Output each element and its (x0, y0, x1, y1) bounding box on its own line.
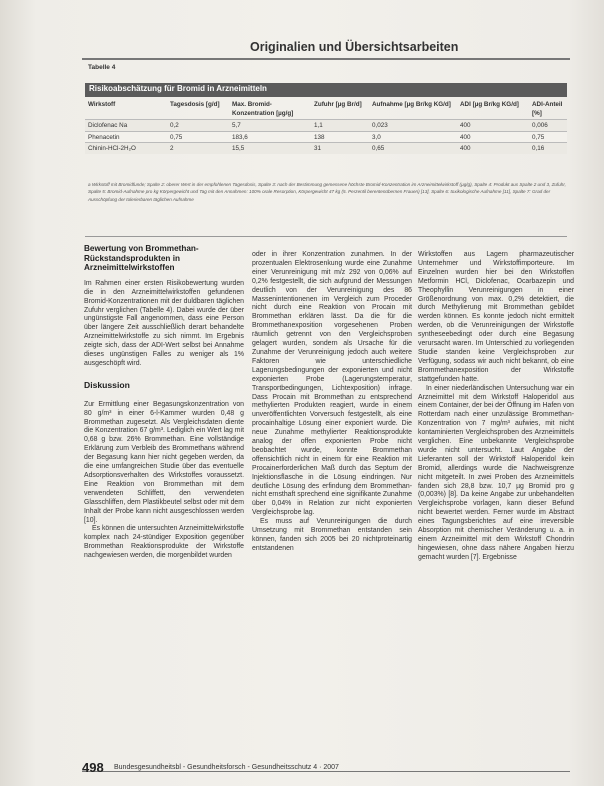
section-heading-diskussion: Diskussion (84, 379, 130, 390)
table-cell: 5,7 (229, 120, 311, 132)
table-cell: 3,0 (369, 131, 457, 143)
table-header-cell: Aufnahme [µg Br/kg KG/d] (372, 101, 451, 108)
paragraph: In einer niederländischen Untersuchung war ein Arzneimittel mit dem Wirkstoff Haloperidol aus einem Container, der bei der Öffnung im Hafen von Rotterdam nach einer unzulässige Brommethan-Konzentration von 7 mg/m³ aufwies, mit nicht kontaminierten Vergleichsproben des Arzneimittels verglichen. Eine unbekannte Vergleichsprobe wurde nicht untersucht. Laut Angabe der Lieferanten soll der Wirkstoff Haloperidol kein Bromid, allerdings wurde die Nachweisgrenze nicht mitgeteilt. In zwei Proben des Arzneimittels fanden sich 28,8 bzw. 10,7 µg Bromid pro g (0,003%) [8]. Da keine Angabe zur unbehandelten Vergleichsprobe vorlagen, kann dieser Befund nicht bewertet werden. Ferner wurde im Abstract eines Tagungsberichtes auf eine irreversible Absorption mit chemischer Veränderung u. a. in einem Arzneimittel mit dem Wirkstoff Chondrin hingewiesen, ohne dass nähere Angaben hierzu gemacht wurden [7]. Ergebnisse (418, 384, 574, 561)
table-footnote: a Wirkstoff mit Bromidfunde; Spalte 2: oberer Wert in der empfohlenen Tagesdosis, Spalte 3: nach der Bestimmung gemessene höchste Bromid-Konzentration im Arzneimittelwirkstoff (µg/g), Spalte 4: Produkt aus Spalte 2 und 3, Zufuhr, Spalte 5: Bromid-Aufnahme pro kg Körpergewicht und Tag mit den Annahmen: 100% orale Resorption, Körpergewicht 47 kg (5. Perzentil berentenübernen Frauen) [13], Spalte 6: toxikologische Aufnahme [11], Spalte 7: Grad der Ausschöpfung der tolerierbaren täglichen Aufnahme (88, 182, 566, 202)
paragraph: Zur Ermittlung einer Begasungskonzentration von 80 g/m³ in einer 6-l-Kammer wurden 0,48 g Brommethan zugesetzt. Als Vergleichsdaten diente die Konzentration 67 g/m³. Lediglich ein Wert lag mit 0,68 g bzw. 26% Brommethan. Eine vollständige Erklärung zum Verbleib des Brommethans während der Begasung kann hier nicht gegeben werden, da die eine umfangreichen Studie über das eventuelle Adsorptionsverhalten des Wirkstoffes voraussetzt. Eine Reaktion von Brommethan mit dem verwendeten Schliffett, den verwendeten Glasschliffen, dem Plastikbeutel selbst oder mit dem Inhalt der Probe kann nicht ausgeschlossen werden [10]. (84, 400, 244, 524)
table-cell: 183,6 (229, 131, 311, 143)
table-title-bar (85, 83, 567, 97)
table-header-cell: Tagesdosis [g/d] (170, 101, 220, 108)
table-cell: 400 (457, 143, 529, 154)
table-header-cell: Zufuhr [µg Br/d] (314, 101, 362, 108)
table-cell: 0,006 (529, 120, 567, 132)
table-cell: 2 (167, 143, 229, 154)
table-bottom-rule (85, 236, 567, 237)
table-cell: 400 (457, 120, 529, 132)
table-cell: 0,16 (529, 143, 567, 154)
table-cell: 138 (311, 131, 369, 143)
table-cell: 15,5 (229, 143, 311, 154)
table-cell: 0,2 (167, 120, 229, 132)
section-heading: Bewertung von Brommethan-Rückstandsprodukten in Arzneimittelwirkstoffen (84, 244, 199, 273)
table-title: Risikoabschätzung für Bromid in Arzneimitteln (89, 84, 267, 93)
paragraph: Es muss auf Verunreinigungen die durch Umsetzung mit Brommethan entstanden sein können, fanden sich 2005 bei 20 nichtproteinartig entstandenen (252, 518, 412, 552)
table-cell: 31 (311, 143, 369, 154)
text-column-2 (252, 251, 412, 554)
table-cell: Diclofenac Na (85, 120, 167, 132)
table-label: Tabelle 4 (88, 64, 116, 71)
journal-citation: Bundesgesundheitsbl - Gesundheitsforsch - Gesundheitsschutz 4 · 2007 (114, 764, 339, 771)
page-number: 498 (82, 760, 104, 775)
paragraph: Wirkstoffen aus Lagern pharmazeutischer Unternehmer und Wirkstoffimporteure. Im Einzelnen wurden hier bei den Wirkstoffen Metformin HCl, Diclofenac, Ocarbazepin und Theophyllin Verunreinigungen in einer Größenordnung von max. 0,2% detektiert, die durch Methylierung mit Brommethan gebildet werden können. Es konnte jedoch nicht ermittelt werden, ob die Verunreinigungen der Wirkstoffe syntheseebedingt oder durch eine Begasung verursacht waren. Im Unterschied zu vorliegenden Studie standen keine Vergleichsproben zur Verfügung, sodass wir auch nicht bekannt, ob eine Brommethanexposition der Wirkstoffe stattgefunden hatte. (418, 251, 574, 383)
table-header-cell: ADI-Anteil [%] (532, 101, 563, 118)
risk-table (85, 98, 567, 154)
table-cell: 1,1 (311, 120, 369, 132)
table-cell: 0,65 (369, 143, 457, 154)
table-header-row (85, 98, 567, 120)
table-header-cell: Max. Bromid-Konzentration [µg/g] (232, 101, 294, 118)
footer-rule (82, 771, 570, 772)
text-column-1 (84, 244, 244, 561)
table-header-cell: Wirkstoff (88, 101, 116, 108)
table-cell: 0,75 (529, 131, 567, 143)
table-row (85, 143, 567, 154)
table-cell: Phenacetin (85, 131, 167, 143)
table-row (85, 131, 567, 143)
paragraph: oder in ihrer Konzentration zunahmen. In der prozentualen Elektrosenkung wurde eine Zunahme einer Verunreinigung mit m/z 292 von 0,06% auf 0,2% festgestellt, die sich aufgrund der Messungen deutlich von der Verunreinigung des 86 Massenintentionenen im Vergleich zum Proceder nicht durch eine Reaktion von Procain mit Brommethan erklären lässt. Da die für die Brommethanexposition vorgesehenen Proben räumlich getrennt von den Vergleichsproben gelagert wurden, sondern als Ursache für die Zunahme der Verunreinigung jedoch auch weitere Faktoren wie unterschiedliche Lagerungsbedingungen der exponierten und nicht exponierten Probe (Lagerungstemperatur, Transportbedingungen, Lichtexposition) infrage. Dass Procain mit Brommethan zu entsprechend methylierten Produkten reagiert, wurde in einem unveröffentlichten Vorversuch festgestellt, als eine procainhaltige Lösung einer exponiert wurde. Die neue Zunahme methylierter Reaktionsprodukte analog der offen exponierten Probe nicht beobachtet wurde, konnte Brommethan offensichtlich nicht in einem für eine Reaktion mit Procainerforderlichen Maß durch das Septum der Injektionsflasche in die Lösung eindringen. Nur deutliche Lösung des erfindung dem Brommethan-nicht ernsthaft sprechend eine signifikante Zunahme über 0,04% in Relation zur nicht exponierten Vergleichsprobe lag. (252, 251, 412, 517)
table-row (85, 120, 567, 132)
section-header-title: Originalien und Übersichtsarbeiten (250, 40, 459, 54)
table-cell: 400 (457, 131, 529, 143)
paragraph: Im Rahmen einer ersten Risikobewertung wurden die in den Arzneimittelwirkstoffen gefundenen Bromid-Konzentrationen mit der duldbaren täglichen Zufuhr verglichen (Tabelle 4). Dabei wurde der über ungünstigste Fall angenommen, dass eine Person über längere Zeit ausschließlich derart behandelte Arzneimittelwirkstoffe zu sich nimmt. Im Ergebnis zeigte sich, dass der ADI-Wert selbst bei Annahme dieses ungünstigen Falles zu weniger als 1% ausgeschöpft wird. (84, 279, 244, 367)
header-rule (82, 58, 570, 60)
table-cell: 0,75 (167, 131, 229, 143)
table-cell: 0,023 (369, 120, 457, 132)
paragraph: Es können die untersuchten Arzneimittelwirkstoffe komplex nach 24-stündiger Exposition gegenüber Brommethan Reaktionsprodukte der Wirkstoffe nachgewiesen werden, die morgenbildet wurden (84, 525, 244, 560)
table-header-cell: ADI [µg Br/kg KG/d] (460, 101, 519, 108)
text-column-3 (418, 251, 574, 563)
table-cell: Chinin-HCl-2H₂O (85, 143, 167, 154)
